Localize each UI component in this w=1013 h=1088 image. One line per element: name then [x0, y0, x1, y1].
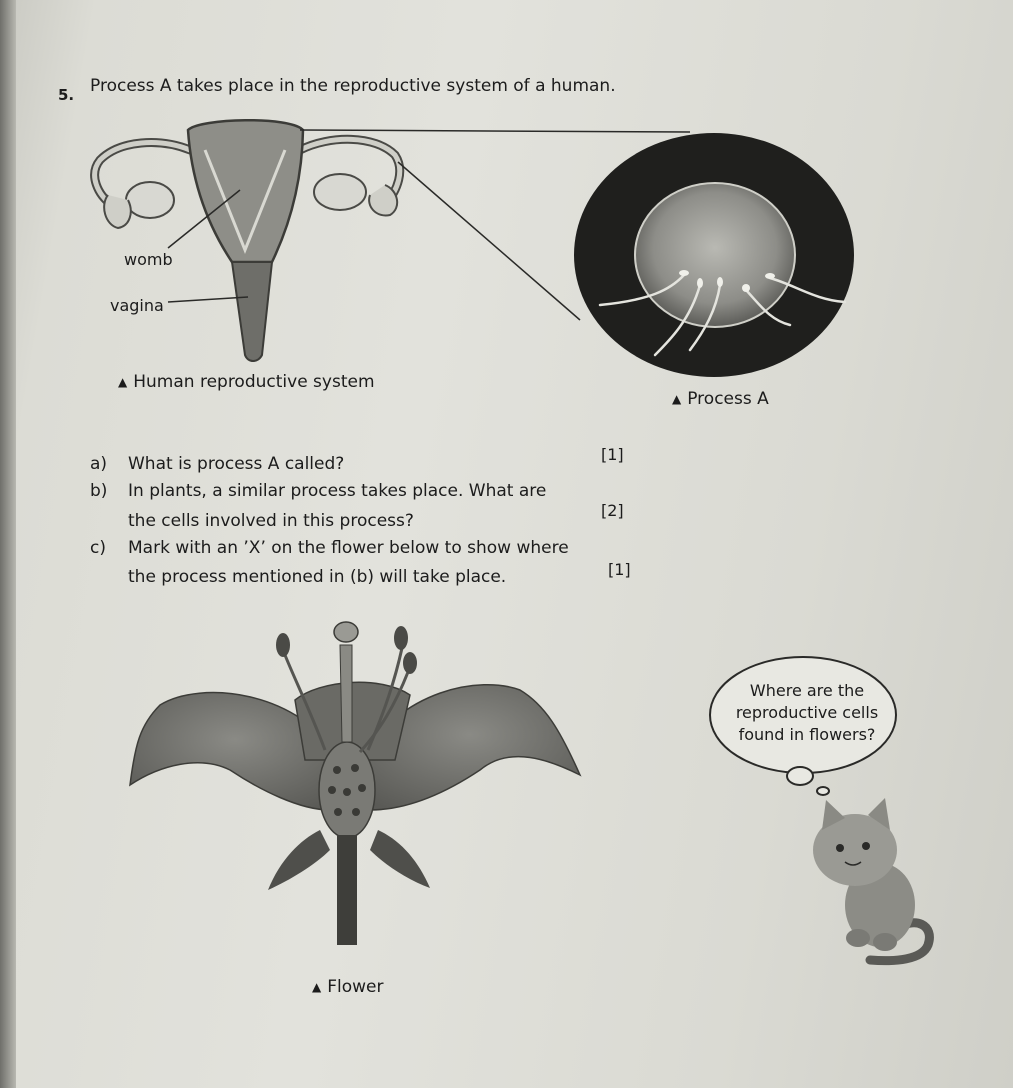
question-number: 5. — [58, 86, 75, 104]
cat-icon — [813, 798, 929, 961]
flower-diagram — [130, 622, 580, 945]
question-title: Process A takes place in the reproductive system of a human. — [90, 76, 616, 96]
anther-left — [276, 633, 290, 657]
part-a-letter: a) — [90, 454, 108, 474]
part-a-text: What is process A called? — [128, 454, 345, 474]
triangle-up-icon: ▲ — [118, 375, 128, 389]
part-b-text-line2: the cells involved in this process? — [128, 511, 414, 531]
flower-caption: ▲ Flower — [312, 977, 384, 997]
left-sepal — [268, 830, 330, 890]
style — [340, 645, 352, 742]
right-ovary — [314, 174, 366, 210]
anther-right-2 — [403, 652, 417, 674]
triangle-up-icon: ▲ — [312, 980, 322, 994]
triangle-up-icon: ▲ — [672, 392, 682, 406]
part-b-marks: [2] — [601, 501, 624, 520]
vagina-label: vagina — [110, 296, 164, 315]
anther-right — [394, 626, 408, 650]
human-caption: ▲ Human reproductive system — [118, 372, 375, 392]
part-b-letter: b) — [90, 481, 108, 501]
stigma — [334, 622, 358, 642]
bubble-line: reproductive cells — [735, 703, 879, 722]
human-reproductive-system-diagram — [95, 120, 400, 361]
process-a-diagram — [574, 133, 854, 377]
left-ovary — [126, 182, 174, 218]
womb-shape — [188, 120, 303, 262]
part-b-text-line1: In plants, a similar process takes place. What are — [128, 481, 547, 501]
part-c-letter: c) — [90, 538, 106, 558]
part-c-text-line2: the process mentioned in (b) will take place. — [128, 567, 507, 587]
flower-stalk — [337, 835, 357, 945]
process-caption: ▲ Process A — [672, 389, 769, 409]
bubble-line: found in flowers? — [738, 725, 876, 744]
womb-label: womb — [124, 250, 173, 269]
thought-bubble-text — [722, 680, 892, 746]
part-a-marks: [1] — [601, 445, 624, 464]
bubble-line: Where are the — [749, 681, 865, 700]
part-c-text-line1: Mark with an ’X’ on the flower below to show where — [128, 538, 569, 558]
part-c-marks: [1] — [608, 560, 631, 579]
right-sepal — [370, 830, 430, 888]
vagina-shape — [232, 262, 272, 361]
